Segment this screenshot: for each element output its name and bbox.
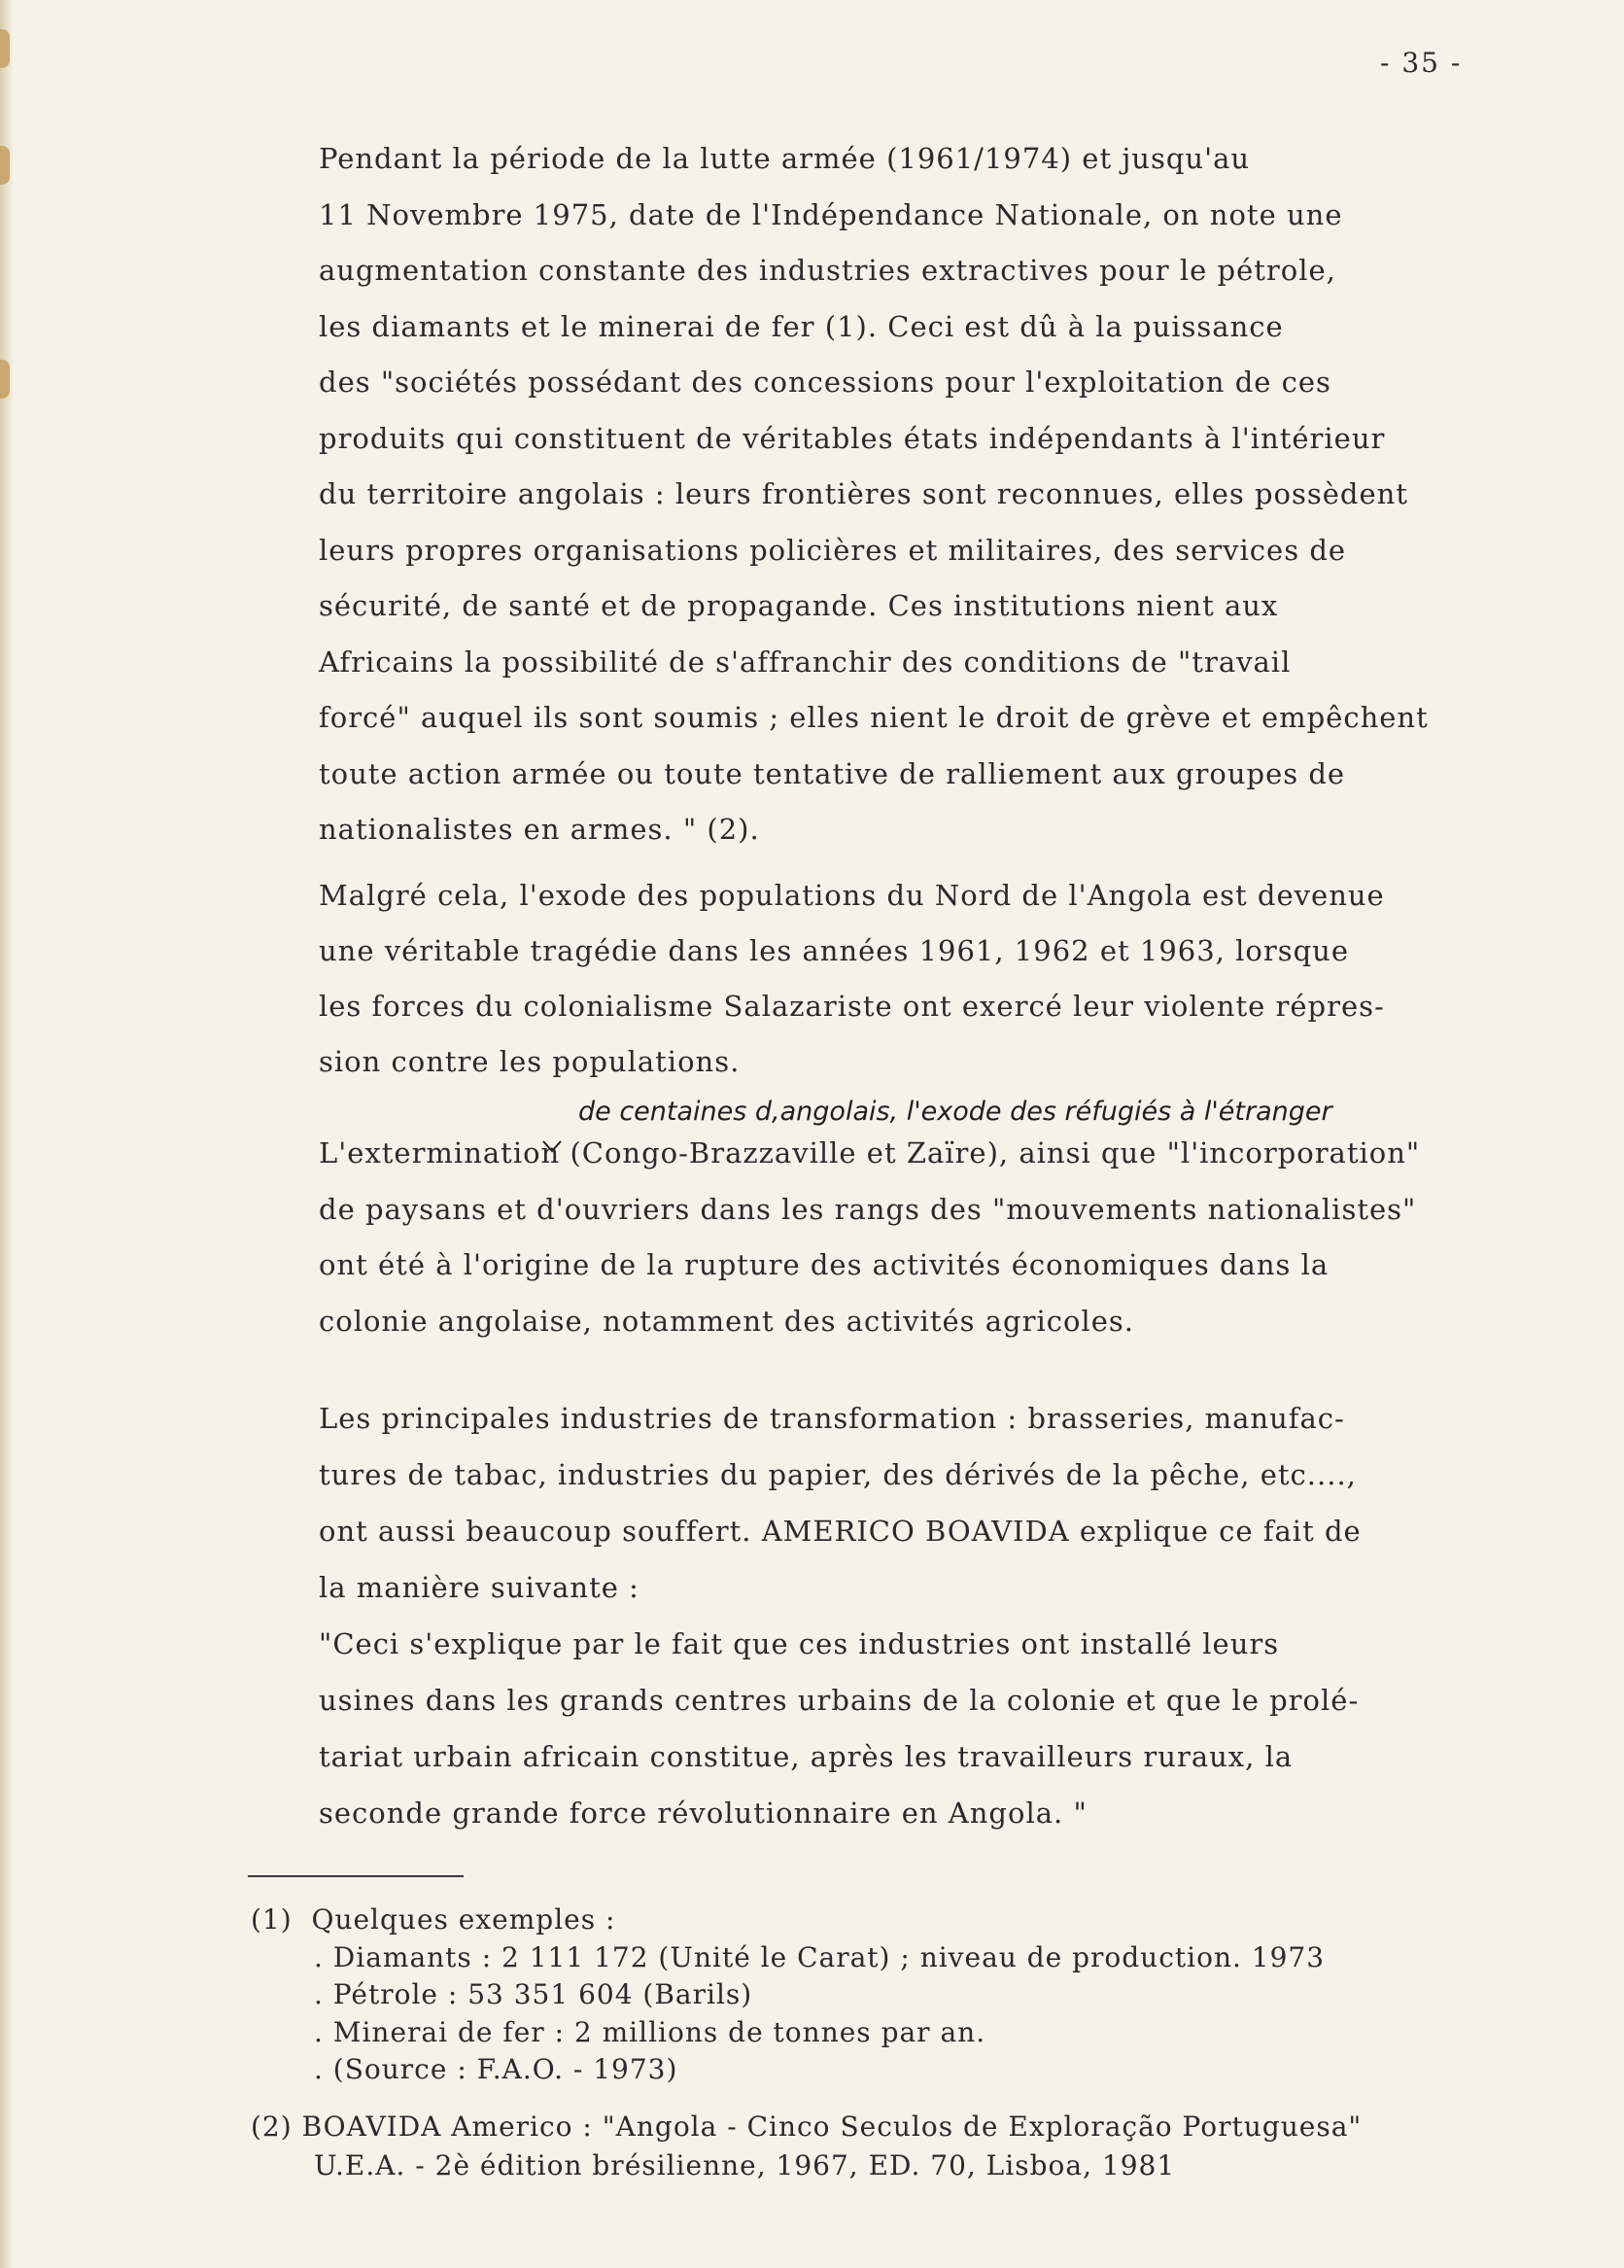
footnote-1	[251, 1902, 1514, 2089]
text-line: augmentation constante des industries extractives pour le pétrole,	[319, 254, 1336, 287]
text-line: une véritable tragédie dans les années 1961, 1962 et 1963, lorsque	[319, 934, 1349, 967]
footnote-item: . Diamants : 2 111 172 (Unité le Carat) ; niveau de production. 1973	[314, 1940, 1326, 1973]
text-line: Pendant la période de la lutte armée (1961/1974) et jusqu'au	[319, 142, 1251, 175]
handwritten-insertion: de centaines d,angolais, l'exode des réfugiés à l'étranger	[578, 1097, 1332, 1127]
text-line: nationalistes en armes. " (2).	[319, 813, 760, 846]
text-line: les diamants et le minerai de fer (1). Ceci est dû à la puissance	[319, 309, 1284, 343]
footnote-item: . Pétrole : 53 351 604 (Barils)	[314, 1978, 753, 2010]
footnote-2-line-2: U.E.A. - 2è édition brésilienne, 1967, ED. 70, Lisboa, 1981	[314, 2149, 1176, 2181]
paragraph-industries	[319, 1390, 1543, 1841]
text-line: toute action armée ou toute tentative de ralliement aux groupes de	[319, 756, 1346, 790]
page-number: - 35 -	[1380, 47, 1463, 79]
text-line: Les principales industries de transformation : brasseries, manufac-	[319, 1402, 1345, 1435]
binding-hole	[0, 146, 10, 185]
text-line: leurs propres organisations policières et militaires, des services de	[319, 533, 1347, 567]
binding-hole	[0, 29, 10, 68]
footnote-intro-text: Quelques exemples :	[311, 1903, 616, 1936]
footnote-item: . Minerai de fer : 2 millions de tonnes par an.	[314, 2015, 986, 2048]
quote-line: usines dans les grands centres urbains de la colonie et que le prolé-	[319, 1684, 1360, 1717]
binding-hole	[0, 360, 10, 399]
binding-edge	[0, 0, 14, 2268]
text-line: des "sociétés possédant des concessions pour l'exploitation de ces	[319, 366, 1331, 399]
text-line: Africains la possibilité de s'affranchir des conditions de "travail	[319, 645, 1292, 679]
quote-line: tariat urbain africain constitue, après les travailleurs ruraux, la	[319, 1740, 1294, 1773]
text-line: les forces du colonialisme Salazariste ont exercé leur violente répres-	[319, 990, 1385, 1023]
text-line: la manière suivante :	[319, 1571, 639, 1604]
text-line: ont été à l'origine de la rupture des activités économiques dans la	[319, 1248, 1330, 1281]
text-line: de paysans et d'ouvriers dans les rangs des "mouvements nationalistes"	[319, 1192, 1417, 1226]
footnote-1-intro	[251, 1902, 1514, 1939]
footnote-separator	[248, 1875, 464, 1877]
footnote-item: . (Source : F.A.O. - 1973)	[314, 2053, 678, 2085]
footnote-marker: (2)	[251, 2111, 293, 2143]
paragraph-extermination	[319, 1126, 1543, 1349]
text-line: sion contre les populations.	[319, 1045, 741, 1078]
footnote-2	[251, 2108, 1514, 2185]
text-line: sécurité, de santé et de propagande. Ces institutions nient aux	[319, 589, 1279, 622]
paragraph-armed-struggle	[319, 131, 1543, 858]
footnote-2-line-1	[251, 2108, 1514, 2146]
text-line: forcé" auquel ils sont soumis ; elles nient le droit de grève et empêchent	[319, 701, 1429, 734]
quote-line: seconde grande force révolutionnaire en Angola. "	[319, 1797, 1088, 1830]
paragraph-exodus	[319, 868, 1543, 1090]
footnote-marker: (1)	[251, 1903, 293, 1936]
quote-line: "Ceci s'explique par le fait que ces industries ont installé leurs	[319, 1627, 1280, 1660]
text-line: colonie angolaise, notamment des activités agricoles.	[319, 1304, 1134, 1338]
text-line: du territoire angolais : leurs frontières sont reconnues, elles possèdent	[319, 477, 1408, 510]
text-line: 11 Novembre 1975, date de l'Indépendance Nationale, on note une	[319, 197, 1343, 231]
footnote-citation: BOAVIDA Americo : "Angola - Cinco Seculos de Exploração Portuguesa"	[301, 2111, 1363, 2143]
text-line: produits qui constituent de véritables états indépendants à l'intérieur	[319, 421, 1386, 455]
text-line: Malgré cela, l'exode des populations du Nord de l'Angola est devenue	[319, 879, 1385, 912]
text-line: ont aussi beaucoup souffert. AMERICO BOAVIDA explique ce fait de	[319, 1515, 1362, 1548]
text-line: tures de tabac, industries du papier, des dérivés de la pêche, etc....,	[319, 1458, 1357, 1491]
text-line: L'extermination (Congo-Brazzaville et Zaïre), ainsi que "l'incorporation"	[319, 1136, 1421, 1169]
